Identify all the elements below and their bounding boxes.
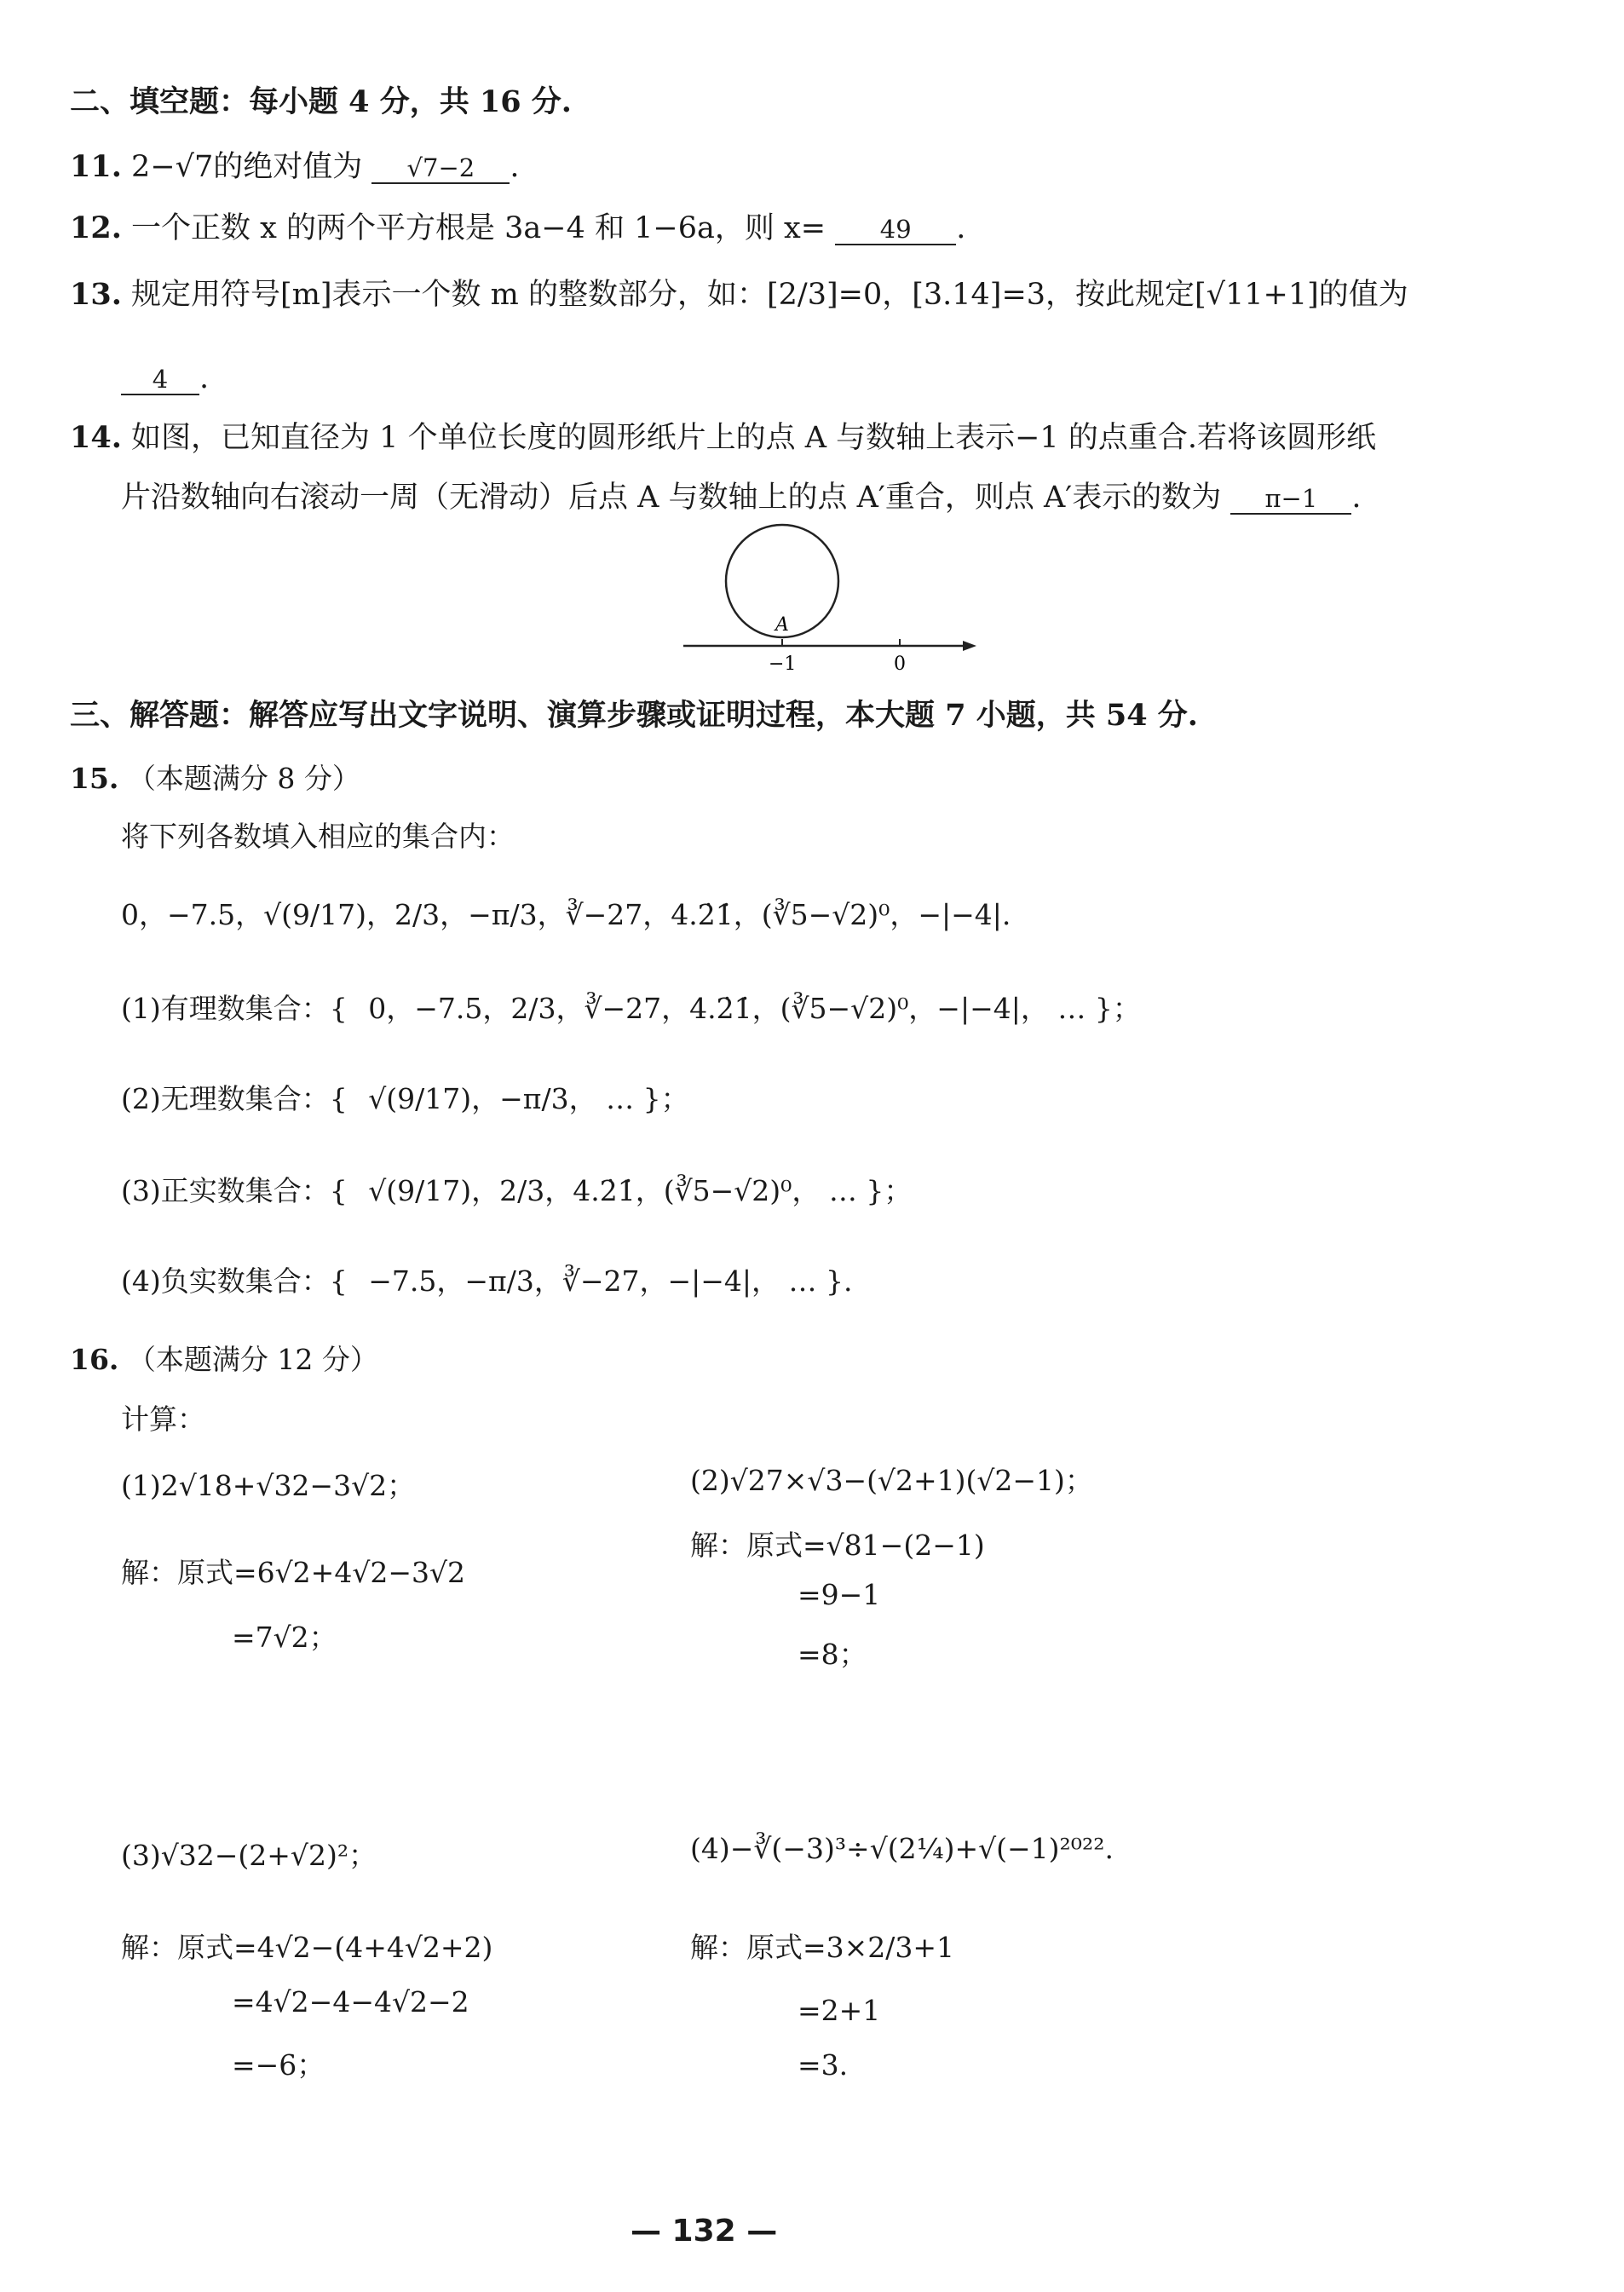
answer-blank: 49 [835,215,956,245]
problem-2: (2)√27×√3−(√2+1)(√2−1)； [690,1464,1093,1497]
question-end: . [956,211,966,245]
point-a-label: A [775,614,789,636]
solution-2-line3: =8； [798,1638,867,1671]
score-note: （本题满分 8 分） [127,762,360,795]
set-end: }； [642,1082,689,1115]
set-positive-real [121,1169,912,1209]
section3-heading: 三、解答题：解答应写出文字说明、演算步骤或证明过程，本大题 7 小题，共 54 分. [70,698,1198,733]
tick-label-zero: 0 [894,654,906,675]
section2-heading: 二、填空题：每小题 4 分，共 16 分. [70,84,572,119]
question-number: 16. [70,1343,119,1376]
question-number: 15. [70,762,119,795]
question-text: 片沿数轴向右滚动一周（无滑动）后点 A 与数轴上的点 A′重合，则点 A′表示的数为 [121,481,1222,515]
axis-arrow-icon [963,641,976,651]
question-number: 13. [70,277,122,312]
score-note: （本题满分 12 分） [127,1343,378,1376]
question-end: . [199,361,210,395]
solution-3-line3: =−6； [232,2048,325,2082]
question-15-header [70,757,360,797]
question-text: 规定用符号[m]表示一个数 m 的整数部分，如：[2/3]=0，[3.14]=3，按此规定[√11+1]的值为 [131,278,1408,312]
answer-blank: √7−2 [371,153,510,184]
set-label: (3)正实数集合：{ [121,1174,348,1207]
question-11 [70,143,520,186]
solution-2-line2: =9−1 [798,1578,881,1611]
solution-4-line3: =3. [798,2048,849,2082]
set-end: }； [1094,992,1141,1025]
set-label: (2)无理数集合：{ [121,1082,348,1115]
question-15-number-list: 0，−7.5，√(9/17)，2/3，−π/3，∛−27，4.2̇1̇，(∛5−√2)⁰，−|−4|. [121,898,1011,931]
problem-1: (1)2√18+√32−3√2； [121,1469,416,1502]
solution-1-line1: 解：原式=6√2+4√2−3√2 [121,1556,466,1589]
solution-4-line1: 解：原式=3×2/3+1 [690,1931,955,1964]
circle-number-line-figure [665,520,988,682]
set-answer: √(9/17)，2/3，4.2̇1̇，(∛5−√2)⁰， … [368,1174,857,1207]
question-end: . [510,150,520,184]
question-14-line1 [70,414,1376,457]
question-16-instruction: 计算： [121,1402,205,1436]
problem-4: (4)−∛(−3)³÷√(2¼)+√(−1)²⁰²². [690,1832,1114,1865]
question-15-instruction: 将下列各数填入相应的集合内： [121,820,515,853]
set-rational [121,987,1141,1027]
solution-2-line1: 解：原式=√81−(2−1) [690,1529,985,1562]
set-answer: 0，−7.5，2/3，∛−27，4.2̇1̇，(∛5−√2)⁰，−|−4|， … [368,992,1086,1025]
question-13-answer-line [121,361,209,395]
question-text: 如图，已知直径为 1 个单位长度的圆形纸片上的点 A 与数轴上表示−1 的点重合.若将该圆形纸 [131,421,1376,455]
set-irrational [121,1077,689,1117]
set-answer: √(9/17)，−π/3， … [368,1082,635,1115]
answer-blank: 4 [121,365,199,395]
question-16-header [70,1338,378,1378]
question-number: 12. [70,210,122,245]
question-number: 11. [70,149,122,184]
set-answer: −7.5，−π/3，∛−27，−|−4|， … [368,1264,817,1298]
answer-blank: π−1 [1230,484,1351,515]
question-number: 14. [70,420,122,455]
solution-3-line2: =4√2−4−4√2−2 [232,1985,469,2018]
tick-label-minus-one: −1 [769,654,797,675]
question-13 [70,271,1408,314]
set-end: }； [866,1174,913,1207]
question-text: 2−√7的绝对值为 [131,150,363,184]
set-label: (4)负实数集合：{ [121,1264,348,1298]
set-end: }. [826,1264,853,1298]
question-12 [70,204,965,247]
solution-1-line2: =7√2； [232,1621,337,1654]
question-end: . [1351,481,1362,515]
solution-4-line2: =2+1 [798,1994,881,2027]
problem-3: (3)√32−(2+√2)²； [121,1839,377,1872]
solution-3-line1: 解：原式=4√2−(4+4√2+2) [121,1931,493,1964]
set-label: (1)有理数集合：{ [121,992,348,1025]
set-negative-real [121,1259,853,1299]
question-14-line2 [121,474,1362,516]
question-text: 一个正数 x 的两个平方根是 3a−4 和 1−6a，则 x= [131,211,826,245]
page-number: — 132 — [631,2214,778,2249]
